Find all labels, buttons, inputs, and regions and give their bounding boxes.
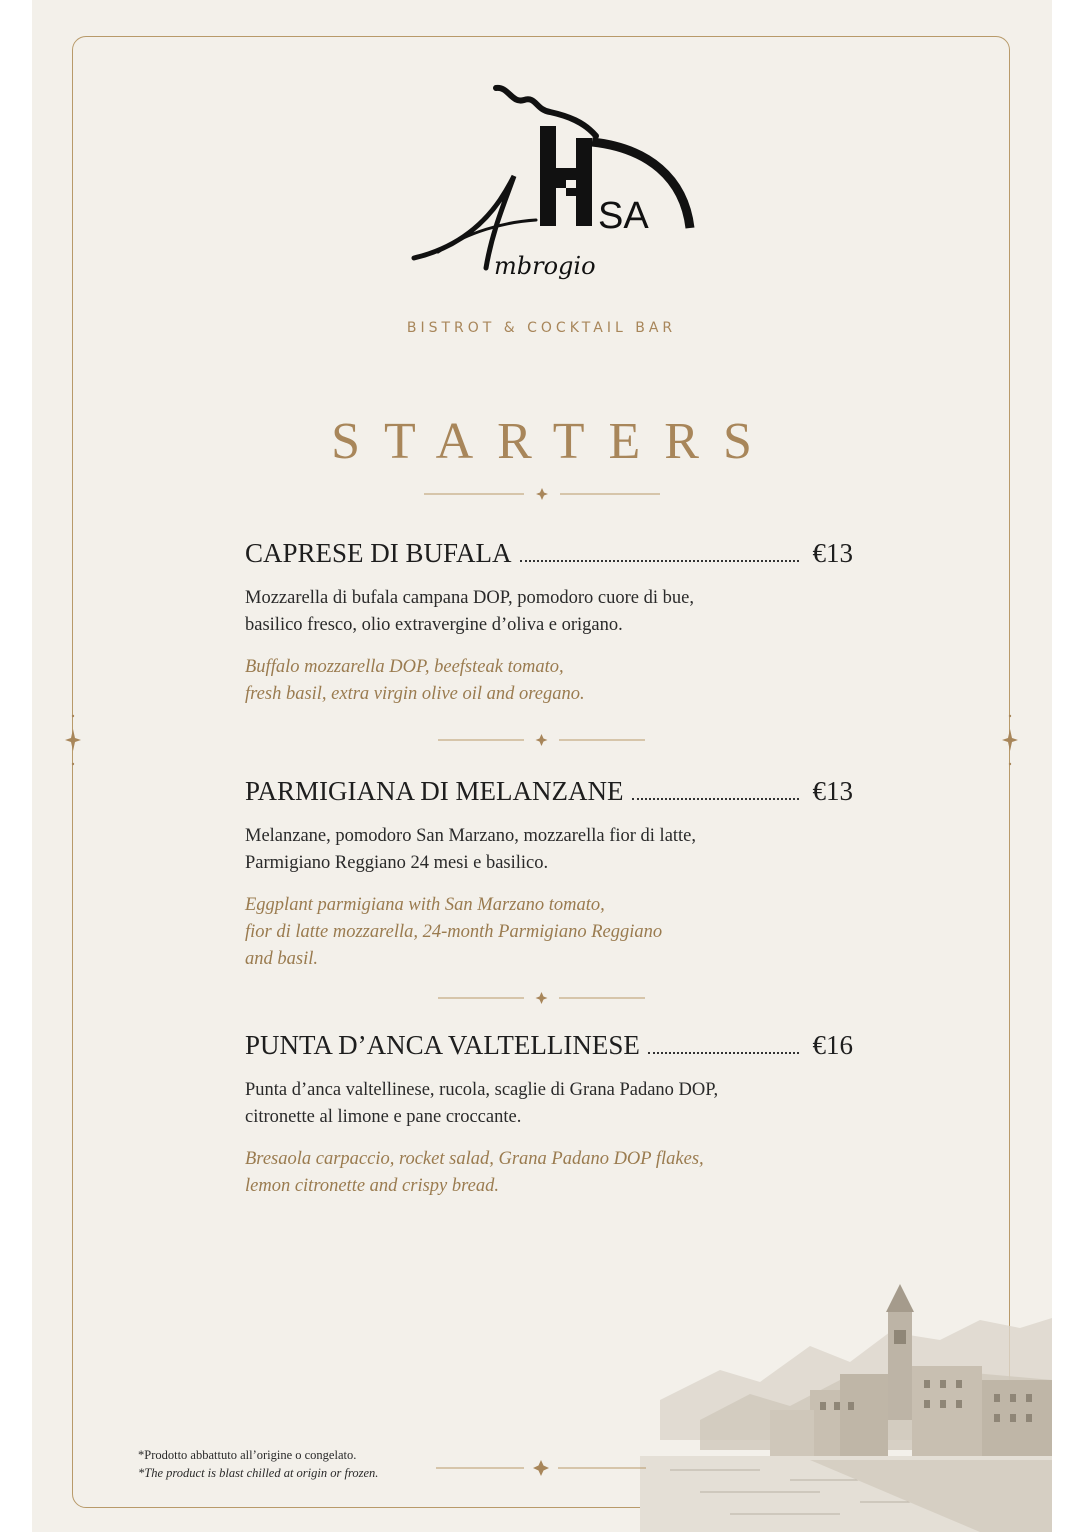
item-price: €16 <box>812 1030 853 1060</box>
item-divider <box>438 990 645 1006</box>
section-title: STARTERS <box>331 413 776 470</box>
brand-tagline: BISTROT & COCKTAIL BAR <box>406 320 677 336</box>
item-description-italian: Melanzane, pomodoro San Marzano, mozzarella fior di latte, Parmigiano Reggiano 24 mesi e basilico. <box>245 826 697 873</box>
item-description-english: Eggplant parmigiana with San Marzano tomato, fior di latte mozzarella, 24-month Parmigiano Reggiano and basil. <box>245 895 663 969</box>
item-price: €13 <box>812 538 853 568</box>
right-sparkle-icon <box>1002 712 1018 768</box>
dot-leader <box>520 560 799 562</box>
svg-text:mbrogio: mbrogio <box>494 252 596 280</box>
menu-item-punta-danca <box>245 1030 853 1200</box>
item-name: CAPRESE DI BUFALA <box>245 538 512 568</box>
item-description-italian: Mozzarella di bufala campana DOP, pomodoro cuore di bue, basilico fresco, olio extravergine d’oliva e origano. <box>245 588 694 635</box>
menu-item-parmigiana <box>245 776 853 973</box>
footnote-italian: *Prodotto abbattuto all’origine o congelato. <box>138 1448 357 1462</box>
item-divider <box>438 732 645 748</box>
item-description-english: Buffalo mozzarella DOP, beefsteak tomato, fresh basil, extra virgin olive oil and oregano. <box>245 657 585 704</box>
lakeside-town-illustration <box>640 1270 1052 1532</box>
brand-logo <box>408 82 698 297</box>
footer-divider <box>436 1460 646 1476</box>
title-divider <box>424 486 660 502</box>
item-name: PARMIGIANA DI MELANZANE <box>245 776 624 806</box>
item-description-english: Bresaola carpaccio, rocket salad, Grana Padano DOP flakes, lemon citronette and crispy bread. <box>245 1149 704 1196</box>
left-sparkle-icon <box>65 712 81 768</box>
dot-leader <box>648 1052 799 1054</box>
item-price: €13 <box>812 776 853 806</box>
menu-item-caprese <box>245 538 853 708</box>
footnote-english: *The product is blast chilled at origin or frozen. <box>138 1466 379 1480</box>
item-name: PUNTA D’ANCA VALTELLINESE <box>245 1030 640 1060</box>
item-description-italian: Punta d’anca valtellinese, rucola, scaglie di Grana Padano DOP, citronette al limone e pane croccante. <box>245 1080 719 1127</box>
svg-text:SA: SA <box>598 195 649 237</box>
dot-leader <box>632 798 799 800</box>
